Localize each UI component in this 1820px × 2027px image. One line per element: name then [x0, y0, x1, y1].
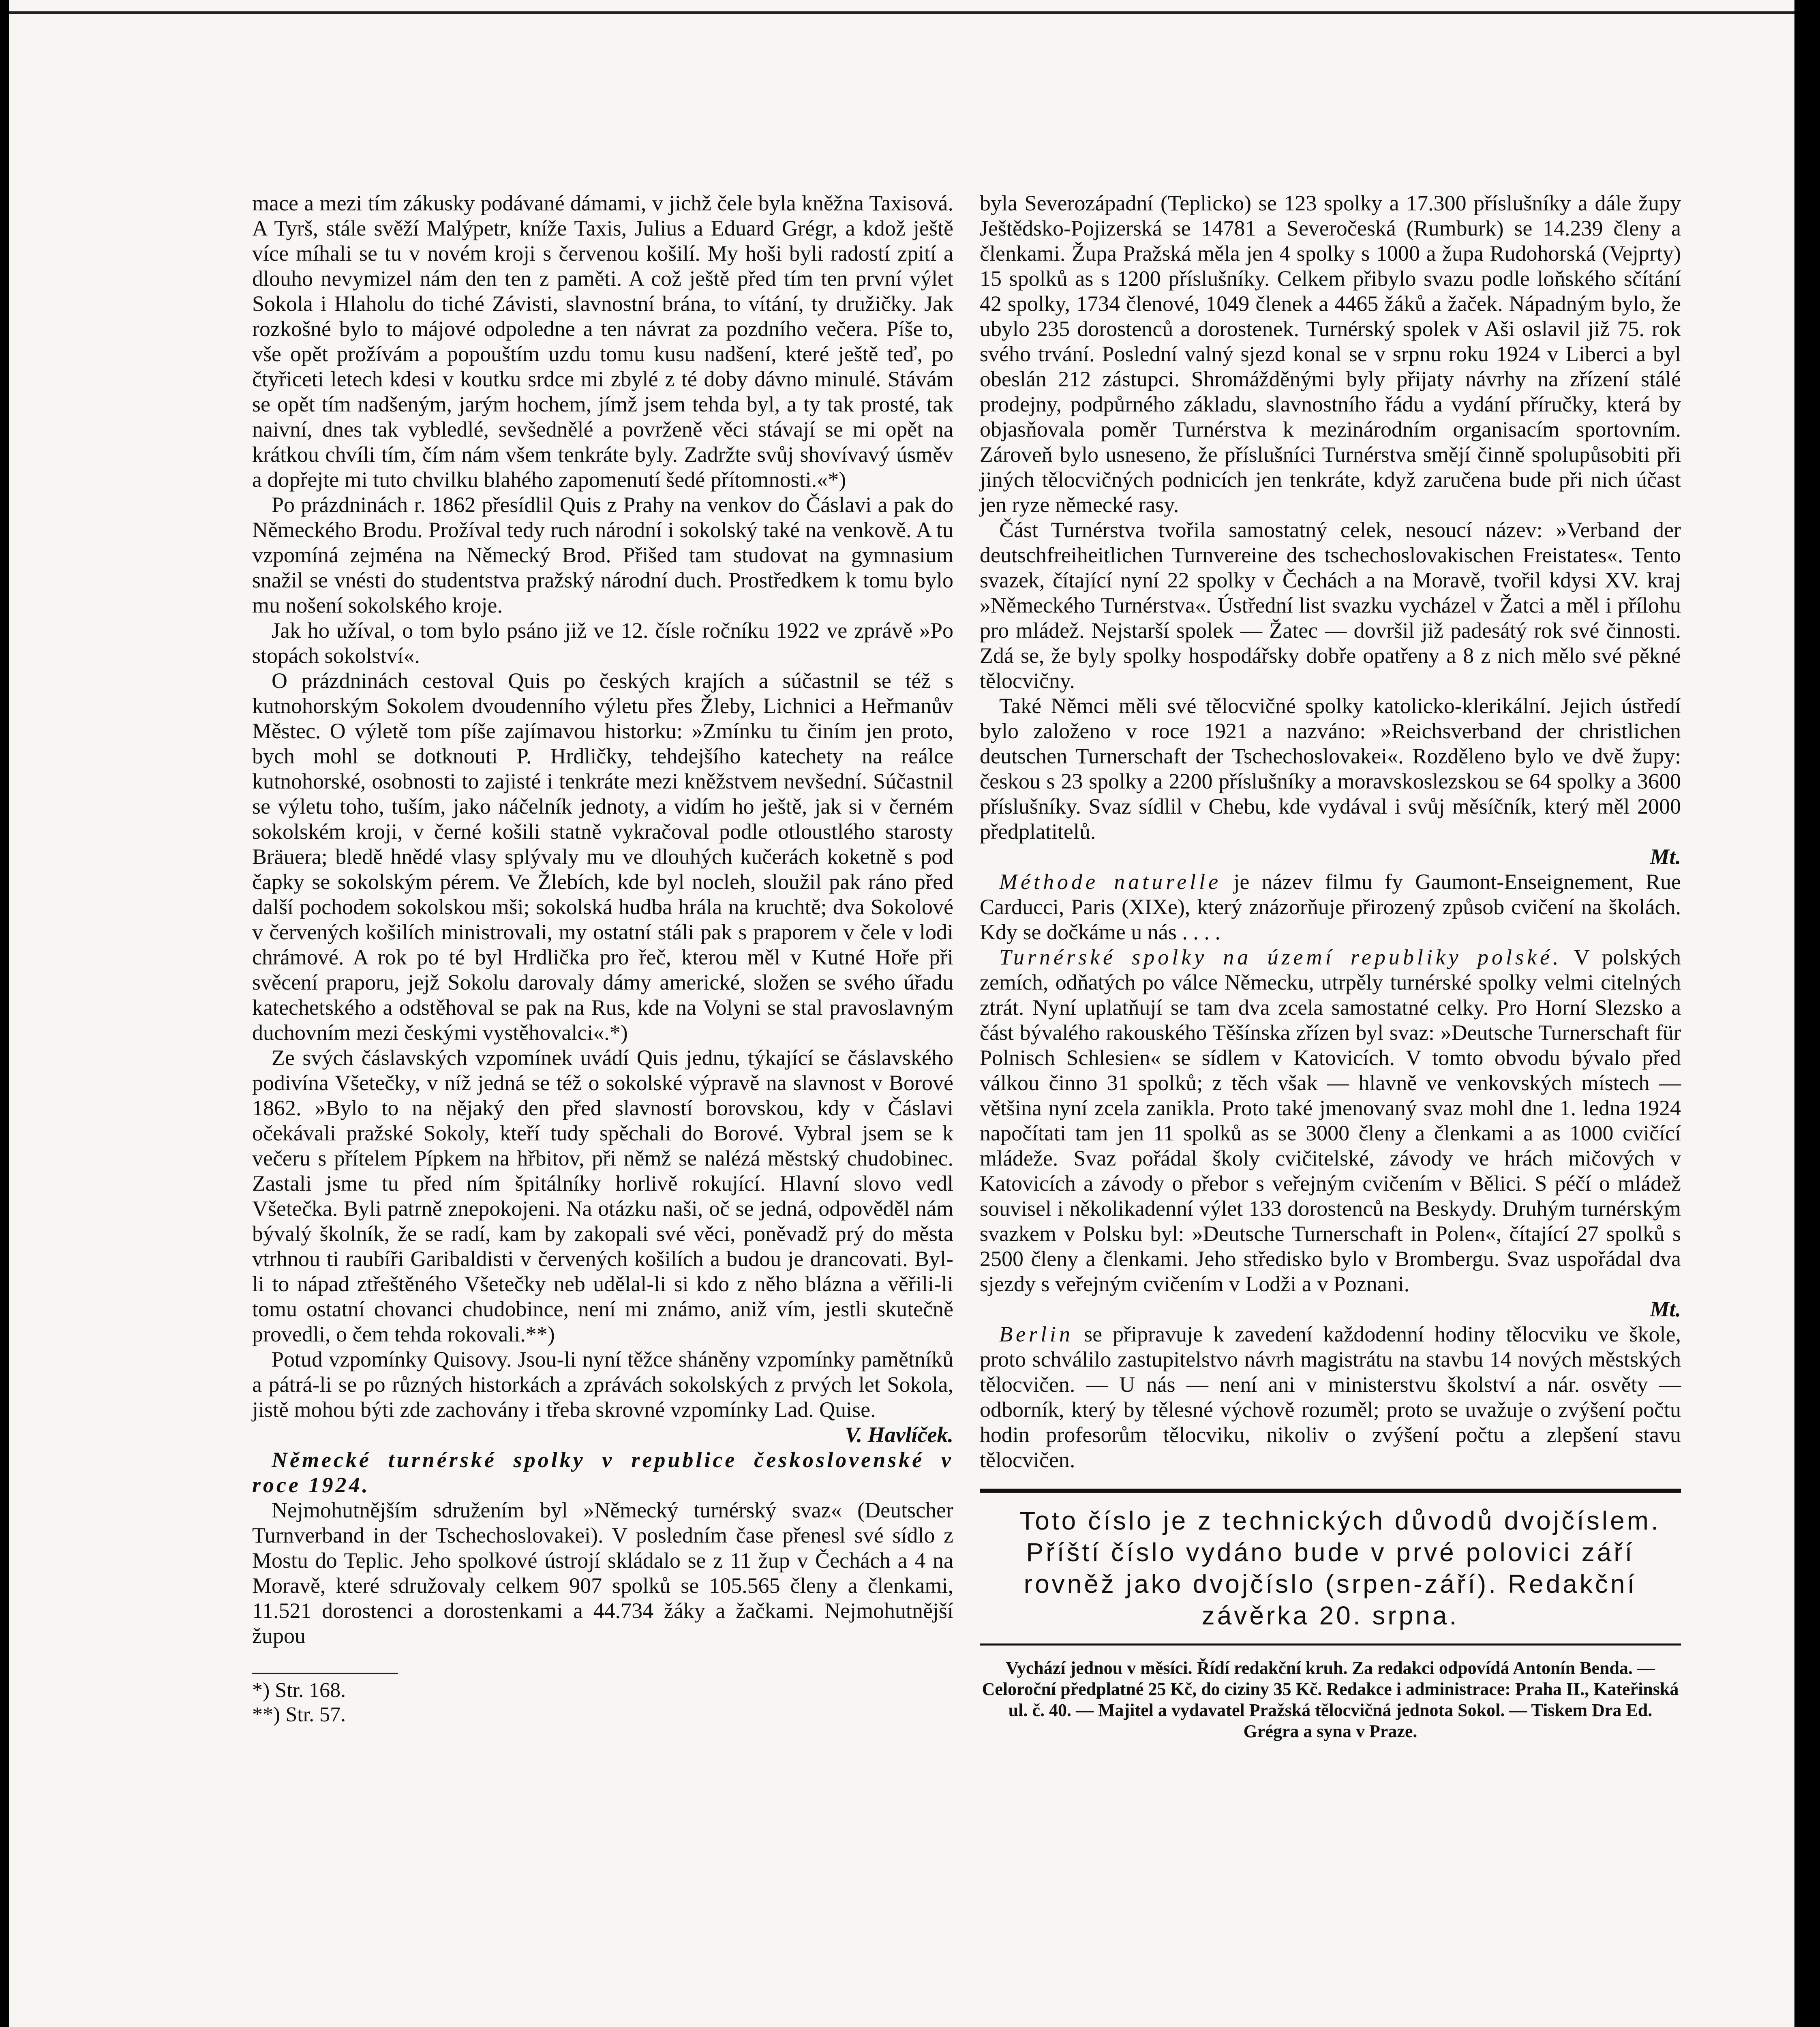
page: [9, 0, 1794, 2027]
section-heading: Německé turnérské spolky v republice československé v roce 1924.: [252, 1448, 953, 1497]
spaced-title: Turnérské spolky na území republiky polské.: [999, 945, 1562, 969]
right-column: [980, 191, 1681, 1742]
imprint: Vychází jednou v měsíci. Řídí redakční kruh. Za redakci odpovídá Antonín Benda. — Celoroční předplatné 25 Kč, do ciziny 35 Kč. Redakce i administrace: Praha II., Kateřinská ul. č. 40. — Majitel a vydavatel Pražská tělocvičná jednota Sokol. — Tiskem Dra Ed. Grégra a syna v Praze.: [982, 1658, 1679, 1741]
paragraph: Nejmohutnějším sdružením byl »Německý turnérský svaz« (Deutscher Turnverband in der Tschechoslovakei). V posledním čase přenesl své sídlo z Mostu do Teplic. Jeho spolkové ústrojí skládalo se z 11 žup v Čechách a 4 na Moravě, které sdružovaly celkem 907 spolků se 105.565 členy a členkami, 11.521 dorostenci a dorostenkami a 44.734 žáky a žačkami. Nejmohutnější župou: [252, 1498, 953, 1648]
paragraph-methode: [980, 869, 1681, 945]
paragraph: Ze svých čáslavských vzpomínek uvádí Quis jednu, týkající se čáslavského podivína Všetečky, v níž jedná se též o sokolské výpravě na slavnost v Borové 1862. »Bylo to na nějaký den před slavností borovskou, kdy v Čáslavi očekávali pražské Sokoly, kteří tudy spěchali do Borové. Vybral jsem se k večeru s přítelem Pípkem na hřbitov, při němž se nalézá městský chudobinec. Zastali jsme tu před ním špitálníky horlivě rokující. Hlavní slovo vedl Všetečka. Byli patrně znepokojeni. Na otázku naši, oč se jedná, odpověděl nám bývalý školník, že se radí, kam by zakopali své věci, poněvadž prý do města vtrhnou ti raubíři Garibaldisti v červených košilích a budou je drancovati. Byl-li to nápad ztřeštěného Všetečky neb udělal-li si kdo z něho blázna a věřili-li tomu ostatní chovanci chudobince, není mi známo, aniž vím, jestli skutečně provedli, o čem tehda rokovali.**): [252, 1046, 953, 1346]
spaced-title: Méthode naturelle: [999, 870, 1222, 894]
paragraph: mace a mezi tím zákusky podávané dámami, v jichž čele byla kněžna Taxisová. A Tyrš, stále svěží Malýpetr, kníže Taxis, Julius a Eduard Grégr, a kdož ještě více míhali se tu v novém kroji s červenou košilí. My hoši byli radostí zpití a dlouho nevymizel nám den ten z paměti. A což ještě před tím ten první výlet Sokola i Hlaholu do tiché Závisti, slavnostní brána, to vítání, ty družičky. Jak rozkošné bylo to májové odpoledne a ten návrat za pozdního večera. Píše to, vše opět prožívám a popouštím uzdu tomu kusu nadšení, které ještě teď, po čtyřiceti letech kdesi v koutku srdce mi zbylé z té doby dávno minulé. Stávám se opět tím nadšeným, jarým hochem, jímž jsem tehda byl, a ty tak prosté, tak naivní, dnes tak vybledlé, sevšednělé a povrženě věci stávají se mi opět na krátkou chvíli tím, čím nám všem tenkráte byly. Zadržte svůj shovívavý úsměv a dopřejte mi tuto chvilku blahého zapomenutí šedé přítomnosti.«*): [252, 191, 953, 492]
author-signature: V. Havlíček.: [845, 1423, 953, 1447]
top-border: [9, 11, 1794, 14]
editorial-notice: Toto číslo je z technických důvodů dvojčíslem. Příští číslo vydáno bude v prvé polovici září rovněž jako dvojčíslo (srpen-září). Redakční závěrka 20. srpna.: [1019, 1506, 1661, 1630]
paragraph-text: V polských zemích, odňatých po válce Německu, utrpěly turnérské spolky velmi citelných ztrát. Nyní uplatňují se tam dva zcela samostatné celky. Pro Horní Slezsko a část bývalého rakouského Těšínska zřízen byl svaz: »Deutsche Turnerschaft für Polnisch Schlesien« se sídlem v Katovicích. V tomto obvodu bývalo před válkou činno 31 spolků; z těch však — hlavně ve venkovských místech — většina nyní zcela zanikla. Proto také jmenovaný svaz mohl dne 1. ledna 1924 napočítati tam jen 11 spolků as se 3000 členy a členkami a as 1000 cvičící mládeže. Svaz pořádal školy cvičitelské, závody ve hrách mičových v Katovicích a závody o přebor s veřejným cvičením v Bělici. S péčí o mládež souvisel i několikadenní výlet 133 dorostenců na Beskydy. Druhým turnérským svazkem v Polsku byl: »Deutsche Turnerschaft in Polen«, čítající 27 spolků s 2500 členy a členkami. Jeho středisko bylo v Brombergu. Svaz uspořádal dva sjezdy s veřejným cvičením v Lodži a v Poznani.: [980, 945, 1681, 1296]
left-column: [252, 191, 953, 1727]
spaced-title: Berlin: [999, 1322, 1073, 1346]
paragraph: Také Němci měli své tělocvičné spolky katolicko-klerikální. Jejich ústředí bylo založeno v roce 1921 a nazváno: »Reichsverband der christlichen deutschen Turnerschaft der Tschechoslovakei«. Rozděleno bylo ve dvě župy: českou s 23 spolky a 2200 příslušníky a moravskoslezskou se 64 spolky a 3600 příslušníky. Svaz sídlil v Chebu, kde vydával i svůj měsíčník, který měl 2000 předplatitelů.: [980, 694, 1681, 844]
divider: [980, 1643, 1681, 1646]
paragraph: Po prázdninách r. 1862 přesídlil Quis z Prahy na venkov do Čáslavi a pak do Německého Brodu. Prožíval tedy ruch národní i sokolský také na venkově. A tu vzpomíná zejména na Německý Brod. Přišed tam studovat na gymnasium snažil se vnésti do studentstva pražský národní duch. Prostředkem k tomu bylo mu nošení sokolského kroje.: [252, 493, 953, 617]
paragraph-text: se připravuje k zavedení každodenní hodiny tělocviku ve škole, proto schválilo zastupitelstvo návrh magistrátu na stavbu 14 nových městských tělocvičen. — U nás — není ani v ministerstvu školství a nár. osvěty — odborník, který by tělesné výchově rozuměl; proto se uvažuje o zvýšení počtu hodin profesorům tělocviku, nikoliv o zvýšení počtu a zlepšení stavu tělocvičen.: [980, 1322, 1681, 1472]
paragraph: O prázdninách cestoval Quis po českých krajích a súčastnil se též s kutnohorským Sokolem dvoudenního výletu přes Žleby, Lichnici a Heřmanův Městec. O výletě tom píše zajímavou historku: »Zmínku tu činím jen proto, bych mohl se dotknouti P. Hrdličky, tehdejšího katechety na reálce kutnohorské, osobnosti to zajisté i tenkráte mezi kněžstvem nevšední. Súčastnil se výletu toho, tuším, jako náčelník jednoty, a vidím ho ještě, jak si v černém sokolském kroji, v černé košili statně vykračoval podle otloustlého starosty Bräuera; bledě hnědé vlasy splývaly mu ve dlouhých kučerách koketně s pod čapky se sokolským pérem. Ve Žlebích, kde byl nocleh, sloužil pak ráno před další pochodem sokolskou mši; sokolská hudba hrála na kruchtě; dva Sokolové v červených košilích ministrovali, my ostatní stáli pak s praporem v čele v lodi chrámové. A rok po té byl Hrdlička pro řeč, kterou měl v Kutné Hoře při svěcení praporu, jejž Sokolu darovaly dámy americké, složen se svého úřadu katechetského a odstěhoval se pak na Rus, kde na Volyni se stal pravoslavným duchovním mezi českými vystěhovalci«.*): [252, 669, 953, 1045]
paragraph-polsko: [980, 945, 1681, 1296]
divider: [980, 1489, 1681, 1493]
footnotes: [252, 1673, 398, 1727]
paragraph: Část Turnérstva tvořila samostatný celek, nesoucí název: »Verband der deutschfreiheitlichen Turnvereine des tschechoslovakischen Freistates«. Tento svazek, čítající nyní 22 spolky v Čechách a na Moravě, tvořil kdysi XV. kraj »Německého Turnérstva«. Ústřední list svazku vycházel v Žatci a měl i přílohu pro mládež. Nejstarší spolek — Žatec — dovršil již padesátý rok své činnosti. Zdá se, že byly spolky hospodářsky dobře opatřeny a 8 z nich mělo své pěkné tělocvičny.: [980, 518, 1681, 693]
paragraph: Jak ho užíval, o tom bylo psáno již ve 12. čísle ročníku 1922 ve zprávě »Po stopách sokolství«.: [252, 618, 953, 668]
author-signature: Mt.: [1650, 1297, 1681, 1321]
footnote: *) Str. 168.: [252, 1679, 346, 1702]
paragraph-berlin: [980, 1322, 1681, 1472]
author-signature: Mt.: [1650, 844, 1681, 869]
paragraph-text: je název filmu fy Gaumont-Enseignement, Rue Carducci, Paris (XIXe), který znázorňuje přirozený způsob cvičení na školách. Kdy se dočkáme u nás . . . .: [980, 870, 1681, 944]
paragraph: byla Severozápadní (Teplicko) se 123 spolky a 17.300 příslušníky a dále župy Ještědsko-Pojizerská se 14781 a Severočeská (Rumburk) se 14.239 členy a členkami. Župa Pražská měla jen 4 spolky s 1000 a župa Rudohorská (Vejprty) 15 spolků as s 1200 příslušníky. Celkem přibylo svazu podle loňského sčítání 42 spolky, 1734 členové, 1049 členek a 4465 žáků a žaček. Nápadným bylo, že ubylo 235 dorostenců a dorostenek. Turnérský spolek v Aši oslavil již 75. rok svého trvání. Poslední valný sjezd konal se v srpnu roku 1924 v Liberci a byl obeslán 212 zástupci. Shromážděnými byly přijaty návrhy na zřízení stálé prodejny, podpůrného základu, slavnostního řádu a vydání příručky, která by objasňovala poměr Turnérstva k mezinárodním organisacím sportovním. Zároveň bylo usneseno, že příslušníci Turnérstva smějí činně spolupůsobiti při jiných tělocvičných podnicích jen tenkráte, když zaručena bude při nich účast jen ryze německé rasy.: [980, 191, 1681, 517]
footnote: **) Str. 57.: [252, 1703, 346, 1726]
paragraph: Potud vzpomínky Quisovy. Jsou-li nyní těžce sháněny vzpomínky pamětníků a pátrá-li se po různých historkách a zprávách sokolských z prvých let Sokola, jistě mohou býti zde zachovány i třeba skrovné vzpomínky Lad. Quise.: [252, 1347, 953, 1422]
